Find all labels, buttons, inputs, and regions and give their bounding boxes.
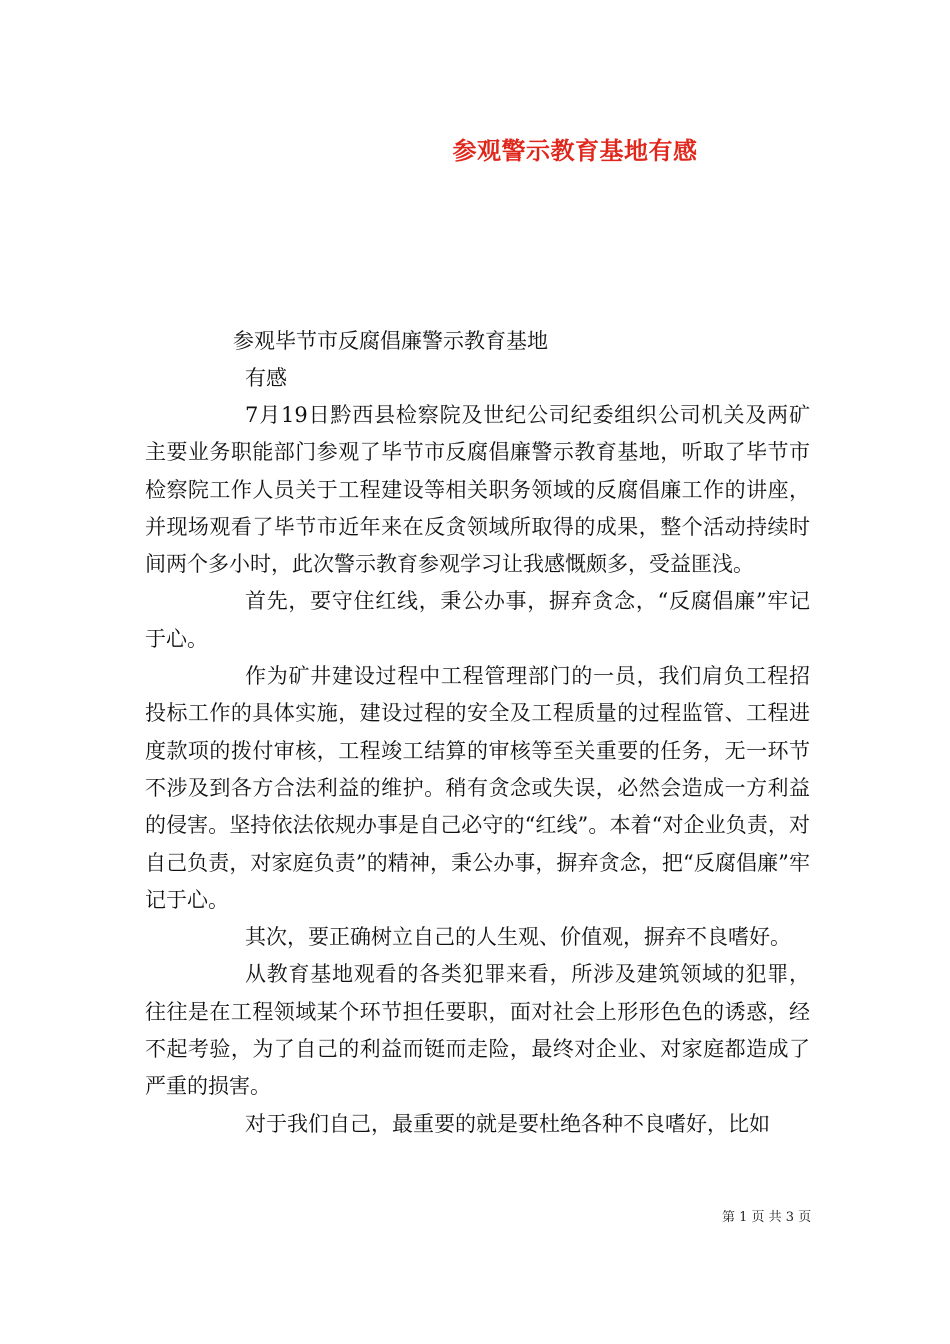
subtitle-line-2: 有感 bbox=[245, 366, 287, 390]
document-body bbox=[145, 397, 810, 1143]
page-number-footer: 第 1 页 共 3 页 bbox=[722, 1210, 812, 1225]
paragraph: 首先，要守住红线，秉公办事，摒弃贪念，“反腐倡廉”牢记于心。 bbox=[145, 589, 810, 651]
paragraph: 其次，要正确树立自己的人生观、价值观，摒弃不良嗜好。 bbox=[245, 925, 791, 950]
subtitle-line-1: 参观毕节市反腐倡廉警示教育基地 bbox=[233, 329, 548, 353]
paragraph: 7月19日黔西县检察院及世纪公司纪委组织公司机关及两矿主要业务职能部门参观了毕节市反腐倡廉警示教育基地，听取了毕节市检察院工作人员关于工程建设等相关职务领域的反腐倡廉工作的讲座，并现场观看了毕节市近年来在反贪领域所取得的成果，整个活动持续时间两个多小时，此次警示教育参观学习让我感慨颇多，受益匪浅。 bbox=[145, 403, 810, 577]
paragraph: 对于我们自己，最重要的就是要杜绝各种不良嗜好，比如 bbox=[245, 1111, 770, 1136]
document-title: 参观警示教育基地有感 bbox=[452, 136, 698, 165]
paragraph: 从教育基地观看的各类犯罪来看，所涉及建筑领域的犯罪，往往是在工程领域某个环节担任要职，面对社会上形形色色的诱惑，经不起考验，为了自己的利益而铤而走险，最终对企业、对家庭都造成了严重的损害。 bbox=[145, 962, 810, 1099]
paragraph: 作为矿井建设过程中工程管理部门的一员，我们肩负工程招投标工作的具体实施，建设过程的安全及工程质量的过程监管、工程进度款项的拨付审核，工程竣工结算的审核等至关重要的任务，无一环节不涉及到各方合法利益的维护。稍有贪念或失误，必然会造成一方利益的侵害。坚持依法依规办事是自己必守的“红线”。本着“对企业负责，对自己负责，对家庭负责”的精神，秉公办事，摒弃贪念，把“反腐倡廉”牢记于心。 bbox=[145, 664, 810, 912]
